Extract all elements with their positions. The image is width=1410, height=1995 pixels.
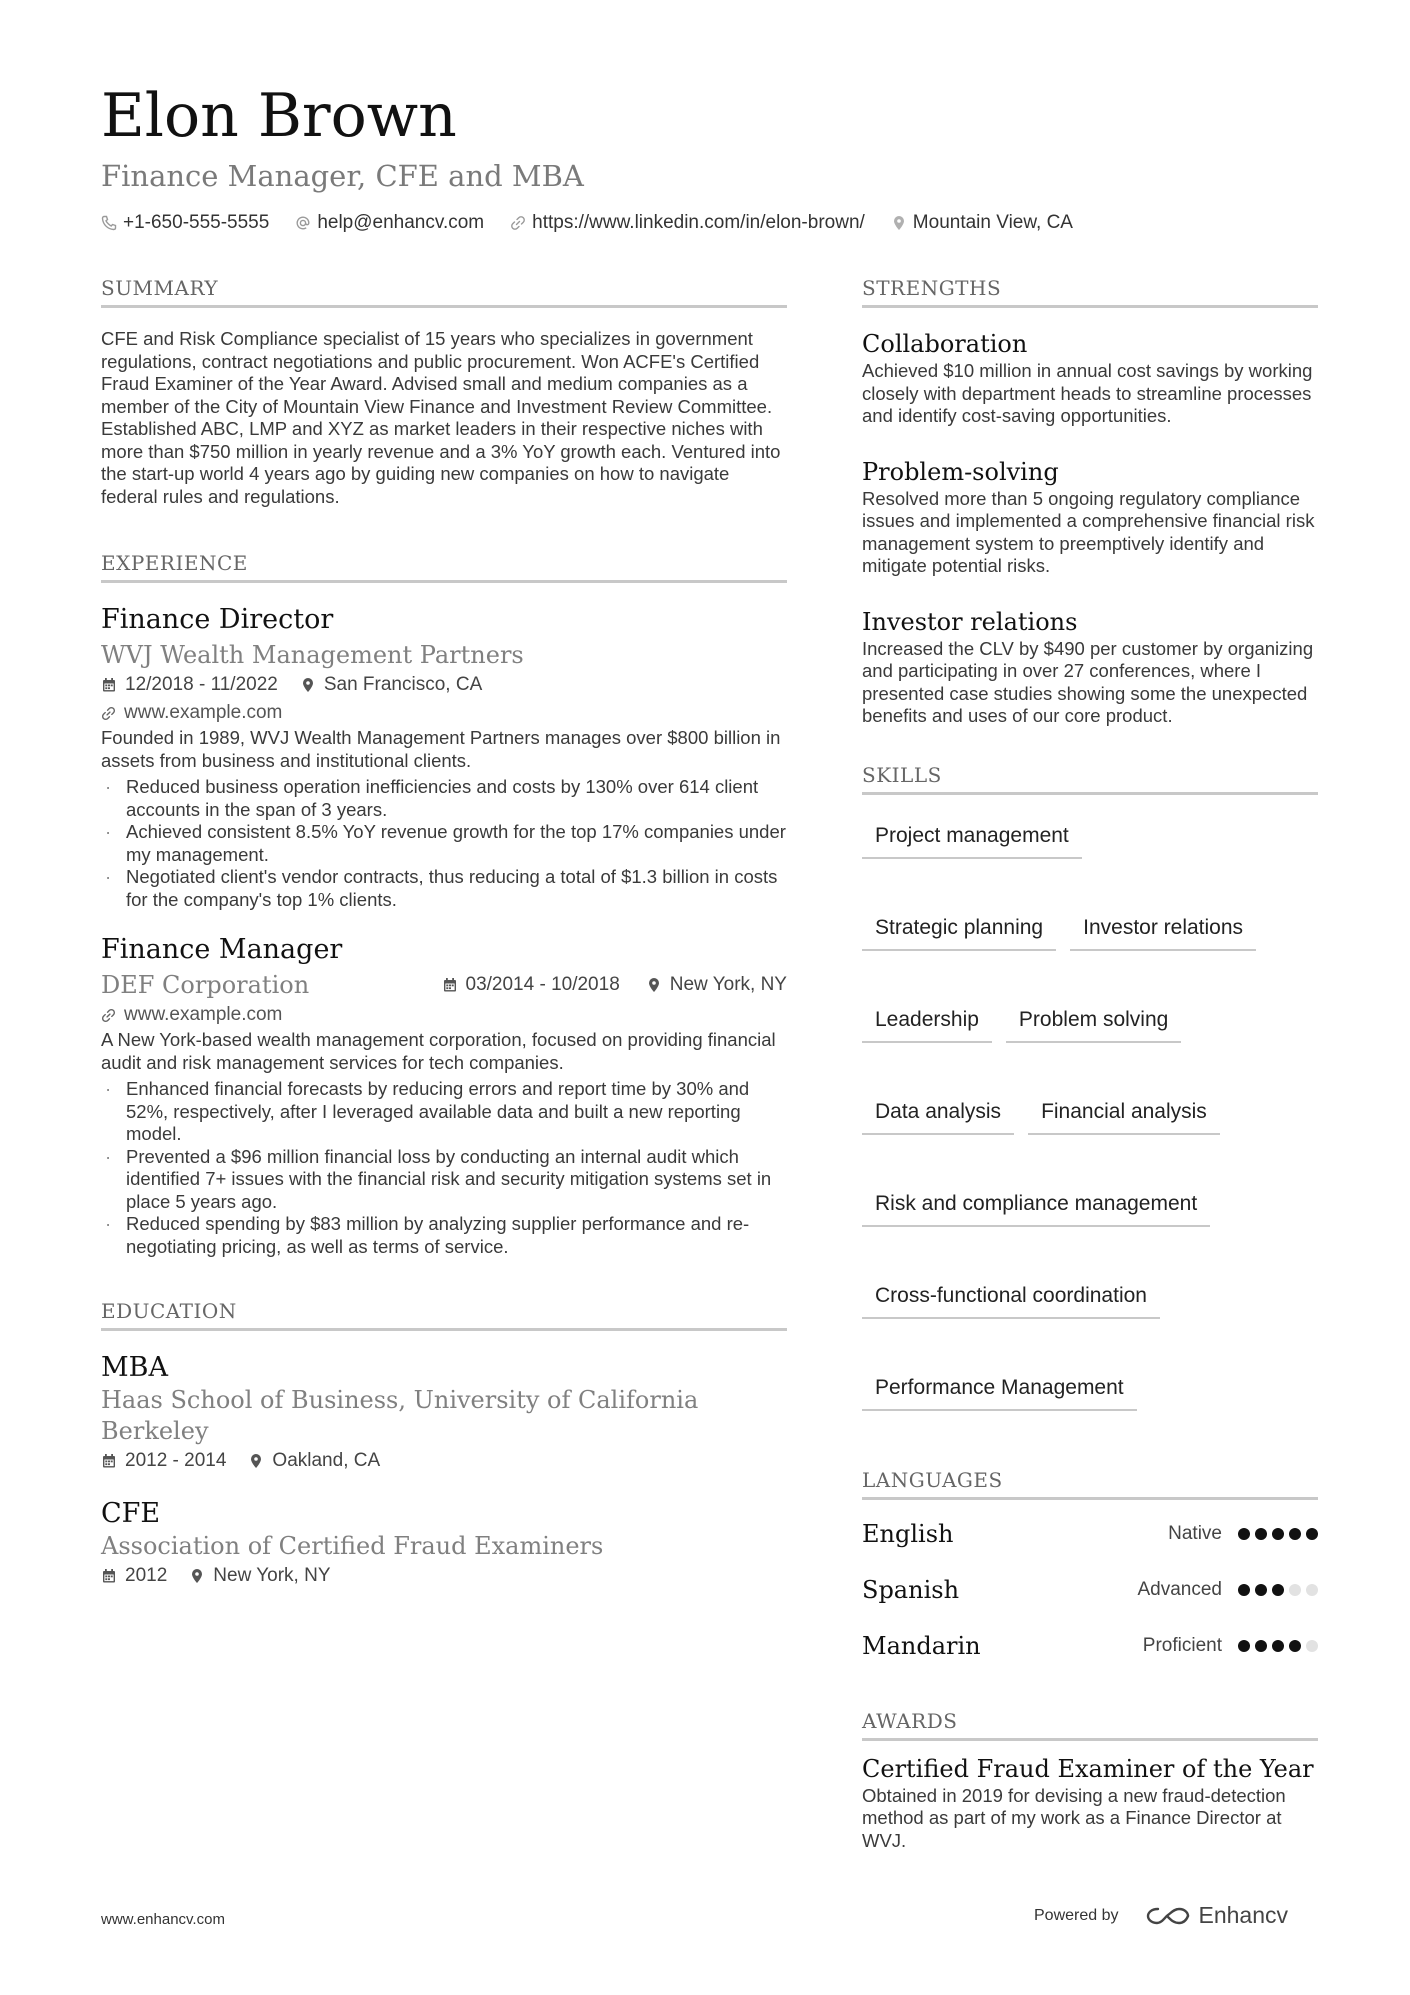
skills-list [862,815,1318,1411]
job-bullet: · Achieved consistent 8.5% YoY revenue growth for the top 17% companies under my management. [101,821,787,866]
job-meta [101,671,787,699]
education-location-text: Oakland, CA [272,1450,381,1471]
resume-header [101,78,1321,234]
education-degree: MBA [101,1352,168,1383]
language-row [862,1506,1318,1562]
language-row [862,1562,1318,1618]
strength-title: Collaboration [862,330,1028,358]
strength-item [862,606,1318,728]
education-entry [101,1351,787,1475]
rating-dot-empty [1306,1584,1318,1596]
job-dates-text: 03/2014 - 10/2018 [465,974,620,995]
language-row [862,1618,1318,1674]
education-dates-text: 2012 - 2014 [125,1450,227,1471]
strength-title: Investor relations [862,607,1078,636]
strength-text: Achieved $10 million in annual cost savings by working closely with department heads to streamline processes and identify cost-saving opportunities. [862,360,1313,426]
job-company: WVJ Wealth Management Partners [101,641,524,669]
strengths-heading: STRENGTHS [862,275,1318,308]
job-bullet: · Prevented a $96 million financial loss by conducting an internal audit which identified 7+ issues with the financial risk and security mitigation systems set in place 5 years ago. [101,1146,787,1214]
language-rating [1238,1584,1318,1596]
skill-tag: Risk and compliance management [862,1183,1210,1227]
job-bullet: · Enhanced financial forecasts by reducing errors and report time by 30% and 52%, respectively, after I leveraged available data and built a new reporting model. [101,1078,787,1146]
rating-dot-filled [1238,1584,1250,1596]
job-meta [442,971,787,999]
job-entry [101,603,787,911]
email-text: help@enhancv.com [317,212,485,233]
job-dates [442,971,620,999]
skill-tag: Data analysis [862,1091,1014,1135]
job-company: DEF Corporation [101,971,310,999]
job-location-text: New York, NY [669,974,787,995]
rating-dot-filled [1289,1528,1301,1540]
awards-section [862,1708,1318,1853]
education-degree: CFE [101,1498,161,1529]
contact-email[interactable] [295,212,484,234]
job-link[interactable] [101,1001,787,1029]
calendar-icon [101,1568,117,1584]
phone-icon [101,215,117,231]
skill-tag: Investor relations [1070,907,1256,951]
skills-heading: SKILLS [862,762,1318,795]
skill-tag: Project management [862,815,1082,859]
job-location [300,671,482,699]
rating-dot-filled [1289,1640,1301,1652]
phone-text: +1-650-555-5555 [123,212,270,233]
education-section [101,1298,787,1590]
calendar-icon [101,677,117,693]
job-bullet: · Reduced spending by $83 million by analyzing supplier performance and re-negotiating pricing, as well as terms of service. [101,1213,787,1258]
skill-tag: Cross-functional coordination [862,1275,1160,1319]
language-rating [1238,1528,1318,1540]
brand-logo[interactable] [1145,1902,1289,1929]
link-icon [510,215,526,231]
job-link[interactable] [101,699,787,727]
link-icon [101,706,116,721]
skill-tag: Leadership [862,999,992,1043]
job-link-text: www.example.com [124,1004,283,1025]
languages-heading: LANGUAGES [862,1467,1318,1500]
location-pin-icon [248,1453,264,1469]
language-level: Advanced [1137,1578,1222,1600]
rating-dot-filled [1306,1528,1318,1540]
candidate-name: Elon Brown [101,81,457,151]
calendar-icon [101,1453,117,1469]
footer-website[interactable]: www.enhancv.com [101,1911,225,1928]
language-name: Spanish [862,1575,960,1604]
rating-dot-filled [1255,1640,1267,1652]
job-title: Finance Director [101,604,334,635]
strengths-section [862,275,1318,728]
contact-phone[interactable] [101,212,269,234]
footer-branding [1034,1902,1288,1929]
job-bullet: · Negotiated client's vendor contracts, thus reducing a total of $1.3 billion in costs for the company's top 1% clients. [101,866,787,911]
rating-dot-filled [1238,1640,1250,1652]
education-location [189,1562,330,1590]
education-meta [101,1447,787,1475]
at-icon [295,215,311,231]
job-bullets [101,1078,787,1258]
brand-name: Enhancv [1198,1902,1289,1928]
job-location-text: San Francisco, CA [323,674,483,695]
candidate-title: Finance Manager, CFE and MBA [101,159,584,193]
rating-dot-empty [1306,1640,1318,1652]
rating-dot-empty [1289,1584,1301,1596]
strength-title: Problem-solving [862,457,1059,486]
job-bullets [101,776,787,911]
job-company-line [101,969,787,1001]
job-dates [101,671,278,699]
rating-dot-filled [1272,1584,1284,1596]
location-text: Mountain View, CA [912,212,1073,233]
contact-location [891,212,1073,234]
education-meta [101,1562,787,1590]
linkedin-text: https://www.linkedin.com/in/elon-brown/ [532,212,865,233]
award-title: Certified Fraud Examiner of the Year [862,1754,1314,1783]
job-description: A New York-based wealth management corporation, focused on providing financial audit and risk management services for tech companies. [101,1029,776,1073]
powered-by-label: Powered by [1034,1906,1119,1924]
education-dates [101,1447,226,1475]
skill-tag: Strategic planning [862,907,1056,951]
education-heading: EDUCATION [101,1298,787,1331]
job-title: Finance Manager [101,934,343,965]
job-dates-text: 12/2018 - 11/2022 [125,674,278,695]
skill-tag: Problem solving [1006,999,1181,1043]
skills-section [862,762,1318,1411]
strength-item [862,328,1318,428]
job-link-text: www.example.com [124,702,283,723]
job-location [646,971,787,999]
education-entry [101,1497,787,1590]
enhancv-logo-icon [1145,1904,1191,1928]
experience-heading: EXPERIENCE [101,550,787,583]
location-pin-icon [300,677,316,693]
awards-heading: AWARDS [862,1708,1318,1741]
language-name: English [862,1519,954,1548]
contact-row [101,212,1321,234]
education-dates [101,1562,167,1590]
strength-item [862,456,1318,578]
summary-text: CFE and Risk Compliance specialist of 15 years who specializes in government regulations, contract negotiations and public procurement. Won ACFE's Certified Fraud Examiner of the Year Award. Advised small and medium companies as a member of the City of Mountain View Finance and Investment Review Committee. Established ABC, LMP and XYZ as market leaders in their respective niches with more than $750 million in yearly revenue and a 3% YoY growth each. Ventured into the start-up world 4 years ago by guiding new companies on how to navigate federal rules and regulations. [101,328,781,507]
rating-dot-filled [1238,1528,1250,1540]
language-name: Mandarin [862,1631,981,1660]
education-location-text: New York, NY [213,1565,331,1586]
experience-section [101,550,787,1258]
left-column [101,275,787,1632]
education-location [248,1447,380,1475]
language-proficiency [1137,1579,1318,1601]
skill-tag: Financial analysis [1028,1091,1220,1135]
job-description: Founded in 1989, WVJ Wealth Management Partners manages over $800 billion in assets from business and institutional clients. [101,727,781,771]
education-dates-text: 2012 [125,1565,168,1586]
rating-dot-filled [1255,1584,1267,1596]
rating-dot-filled [1255,1528,1267,1540]
location-pin-icon [891,215,907,231]
job-entry [101,933,787,1258]
language-level: Proficient [1142,1634,1222,1656]
language-proficiency [1143,1635,1318,1657]
location-pin-icon [646,977,662,993]
skill-tag: Performance Management [862,1367,1137,1411]
rating-dot-filled [1272,1528,1284,1540]
contact-linkedin[interactable] [510,212,865,234]
language-proficiency [1168,1523,1318,1545]
right-column [862,275,1318,1894]
link-icon [101,1008,116,1023]
language-rating [1238,1640,1318,1652]
strength-text: Resolved more than 5 ongoing regulatory compliance issues and implemented a comprehensive financial risk management system to preemptively identify and mitigate potential risks. [862,487,1315,576]
job-bullet: · Reduced business operation inefficiencies and costs by 130% over 614 client accounts in the span of 3 years. [101,776,787,821]
summary-heading: SUMMARY [101,275,787,308]
award-text: Obtained in 2019 for devising a new fraud-detection method as part of my work as a Finance Director at WVJ. [862,1784,1286,1851]
summary-section [101,275,787,508]
location-pin-icon [189,1568,205,1584]
language-level: Native [1168,1522,1222,1544]
strength-text: Increased the CLV by $490 per customer by organizing and participating in over 27 conferences, where I presented case studies showing some the unexpected benefits and uses of our core product. [862,637,1314,726]
education-school: Haas School of Business, University of California Berkeley [101,1386,699,1445]
languages-section [862,1467,1318,1674]
calendar-icon [442,977,458,993]
rating-dot-filled [1272,1640,1284,1652]
education-school: Association of Certified Fraud Examiners [101,1532,604,1560]
